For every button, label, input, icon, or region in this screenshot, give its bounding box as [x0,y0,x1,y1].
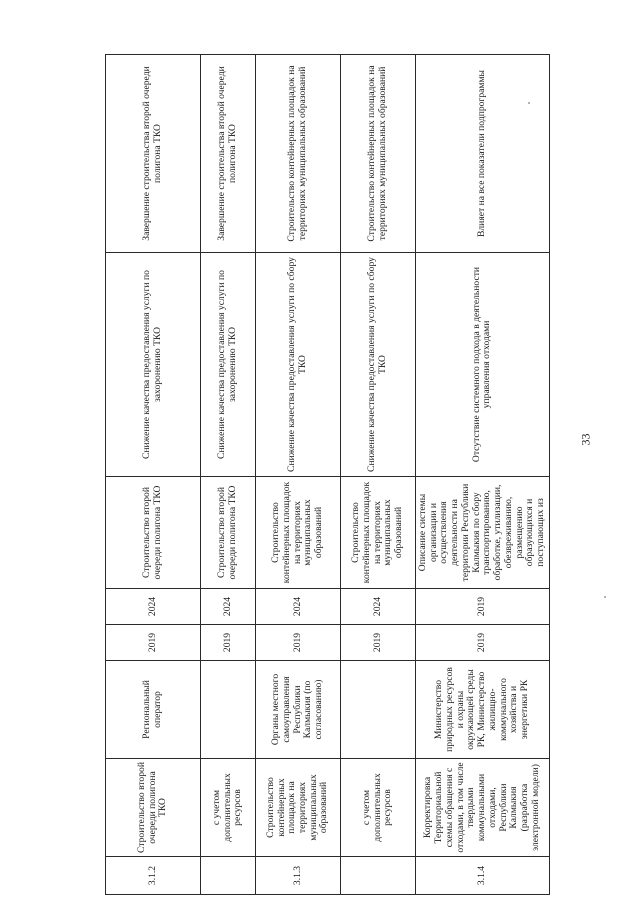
table-row [341,55,416,895]
non-implementation-consequence: Отсутствие системного подхода в деятельности управления отходами [416,253,550,477]
measure-name: с учетом дополнительных ресурсов [201,759,256,857]
end-year: 2024 [256,589,341,625]
measure-name: с учетом дополнительных ресурсов [341,759,416,857]
start-year: 2019 [416,625,550,661]
rotated-table-container [105,55,547,895]
end-year: 2024 [341,589,416,625]
start-year: 2019 [341,625,416,661]
non-implementation-consequence: Снижение качества предоставления услуги по сбору ТКО [341,253,416,477]
executor: Органы местного самоуправления Республики Калмыкия (по согласованию) [256,661,341,759]
row-number: 3.1.4 [416,857,550,895]
non-implementation-consequence: Снижение качества предоставления услуги по захоронению ТКО [201,253,256,477]
table-row [416,55,550,895]
start-year: 2019 [256,625,341,661]
row-number [341,857,416,895]
end-year: 2024 [106,589,201,625]
measure-name: Строительство второй очереди полигона ТКО [106,759,201,857]
end-year: 2019 [416,589,550,625]
non-implementation-consequence: Снижение качества предоставления услуги по сбору ТКО [256,253,341,477]
table-row [201,55,256,895]
expected-result: Строительство второй очереди полигона ТКО [106,477,201,589]
start-year: 2019 [106,625,201,661]
indicator-link: Строительство контейнерных площадок на территориях муниципальных образований [256,55,341,253]
table-row [256,55,341,895]
page-number: 33 [578,433,593,446]
indicator-link: Строительство контейнерных площадок на территориях муниципальных образований [341,55,416,253]
measure-name: Строительство контейнерных площадок на территориях муниципальных образований [256,759,341,857]
scan-speck [528,102,530,104]
row-number: 3.1.3 [256,857,341,895]
expected-result: Описание системы организации и осуществления деятельности на территории Республики Калмыкия по сбору транспортированию, обработке, утилизации, обезвреживанию, размещению образующихся и поступающих из [416,477,550,589]
measure-name: Корректировка Территориальной схемы обращения с отходами, в том числе твердыми коммунальными отходами, Республики Калмыкия (разработка электронной модели) [416,759,550,857]
indicator-link: Влияет на все показатели подпрограммы [416,55,550,253]
executor [201,661,256,759]
end-year: 2024 [201,589,256,625]
expected-result: Строительство второй очереди полигона ТКО [201,477,256,589]
row-number [201,857,256,895]
row-number: 3.1.2 [106,857,201,895]
table-row [106,55,201,895]
measures-table [105,54,550,895]
expected-result: Строительство контейнерных площадок на территориях муниципальных образований [256,477,341,589]
non-implementation-consequence: Снижение качества предоставления услуги по захоронению ТКО [106,253,201,477]
executor [341,661,416,759]
executor: Региональный оператор [106,661,201,759]
executor: Министерство природных ресурсов и охраны окружающей среды РК, Министерство жилищно-коммунального хозяйства и энергетики РК [416,661,550,759]
indicator-link: Завершение строительства второй очереди полигона ТКО [106,55,201,253]
expected-result: Строительство контейнерных площадок на территориях муниципальных образований [341,477,416,589]
start-year: 2019 [201,625,256,661]
scan-speck [604,596,606,598]
indicator-link: Завершение строительства второй очереди полигона ТКО [201,55,256,253]
